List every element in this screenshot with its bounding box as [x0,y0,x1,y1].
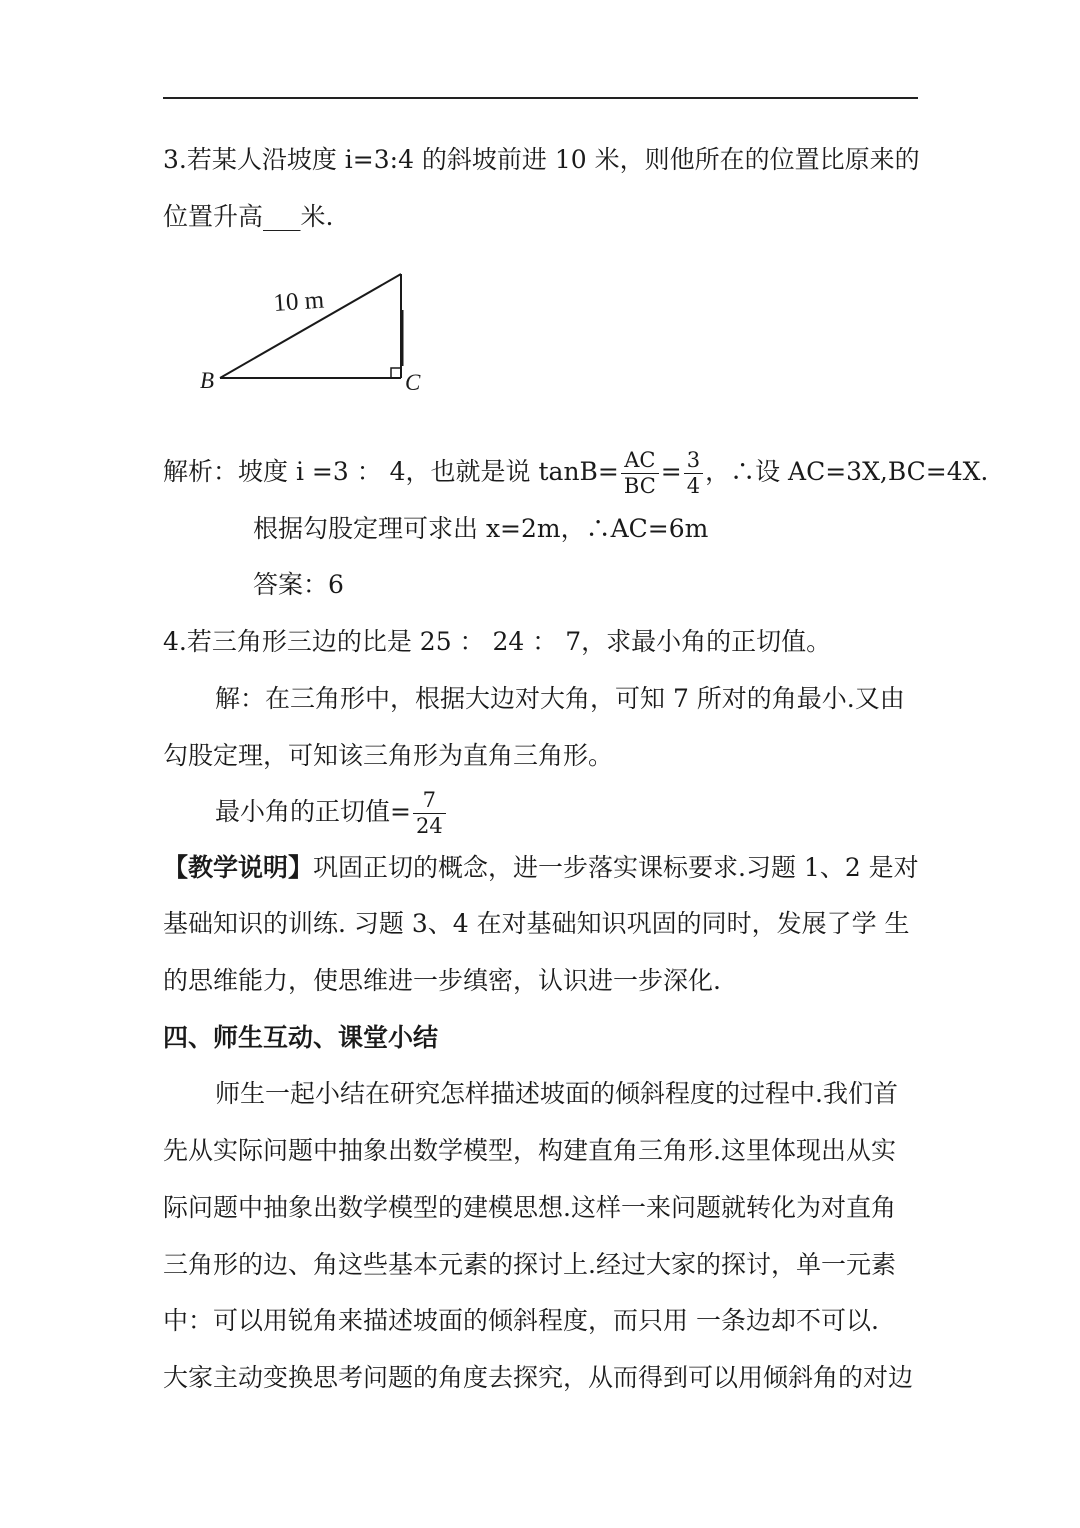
analysis-answer: 答案：6 [253,570,344,599]
tangent-prefix: 最小角的正切值= [215,797,411,826]
fraction-numerator: 3 [684,448,703,474]
header-rule [163,97,918,99]
analysis-suffix: ，∴设 AC=3X,BC=4X. [705,457,989,486]
analysis-line-2: 根据勾股定理可求出 x=2m，∴AC=6m [253,514,709,543]
summary-paragraph-line: 际问题中抽象出数学模型的建模思想.这样一来问题就转化为对直角 [163,1193,896,1222]
teaching-note-line-1 [163,853,919,883]
fraction-denominator: 24 [415,814,443,838]
teaching-note-line-2: 基础知识的训练. 习题 3、4 在对基础知识巩固的同时，发展了学 生 [163,909,910,938]
fraction-7-24 [413,788,446,839]
equals-sign: = [660,457,682,486]
vertex-c-label: C [405,370,421,395]
summary-paragraph-line: 大家主动变换思考问题的角度去探究，从而得到可以用倾斜角的对边 [163,1363,914,1392]
right-triangle-figure [190,262,440,402]
section-heading: 四、师生互动、课堂小结 [163,1023,439,1052]
summary-paragraph-line: 师生一起小结在研究怎样描述坡面的倾斜程度的过程中.我们首 [215,1079,898,1108]
q3-line-1: 3.若某人沿坡度 i=3:4 的斜坡前进 10 米，则他所在的位置比原来的 [163,145,920,174]
q4-solution-line-1: 解：在三角形中，根据大边对大角，可知 7 所对的角最小.又由 [215,684,905,713]
fraction-denominator: 4 [686,474,701,498]
summary-paragraph-line: 三角形的边、角这些基本元素的探讨上.经过大家的探讨，单一元素 [163,1250,896,1279]
teaching-note-text: 巩固正切的概念，进一步落实课标要求.习题 1、2 是对 [313,853,919,882]
q4-tangent-line [215,786,448,839]
fraction-ac-bc [621,448,659,499]
analysis-line-1 [163,446,988,499]
q3-line-2: 位置升高___米. [163,202,334,231]
summary-paragraph-line: 中：可以用锐角来描述坡面的倾斜程度，而只用 一条边却不可以. [163,1306,879,1335]
summary-paragraph-line: 先从实际问题中抽象出数学模型，构建直角三角形.这里体现出从实 [163,1136,896,1165]
teaching-note-line-3: 的思维能力，使思维进一步缜密，认识进一步深化. [163,966,721,995]
q4-question: 4.若三角形三边的比是 25 ： 24 ： 7，求最小角的正切值。 [163,627,832,656]
right-angle-mark [391,368,401,378]
fraction-numerator: AC [621,448,659,474]
vertex-b-label: B [200,368,215,393]
q4-solution-line-2: 勾股定理，可知该三角形为直角三角形。 [163,741,614,770]
teaching-note-label: 【教学说明】 [163,853,314,882]
fraction-denominator: BC [623,474,656,498]
fraction-numerator: 7 [413,788,446,814]
hypotenuse-label: 10 m [272,286,325,317]
analysis-prefix: 解析：坡度 i =3 ： 4，也就是说 tanB= [163,457,619,486]
fraction-3-4 [684,448,703,499]
